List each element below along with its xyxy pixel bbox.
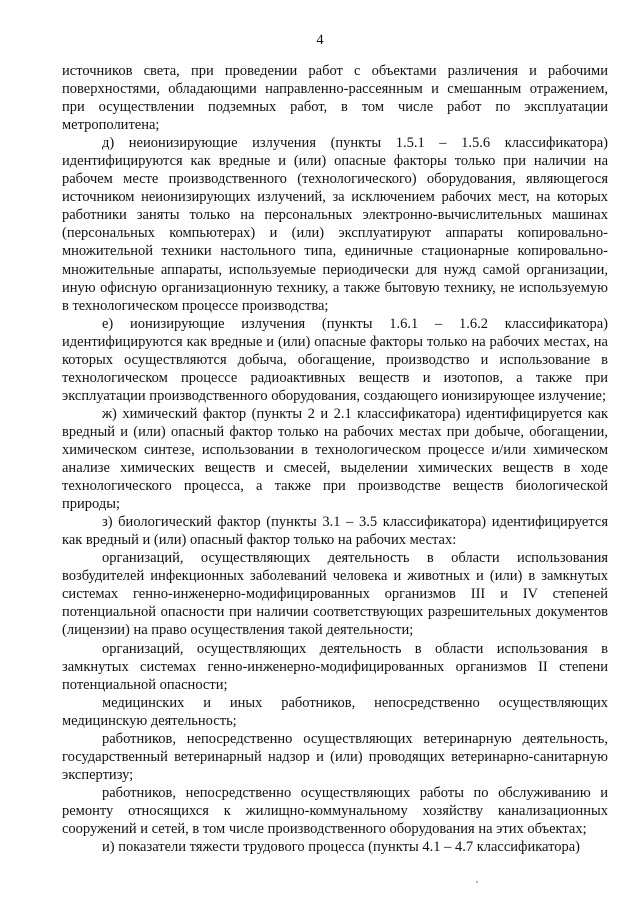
paragraph-light-sources: источников света, при проведении работ с объектами различения и рабочими поверхностями, обладающими направленно-рассеянным и смешанным отражением, при осуществлении подземных работ, в том числе работ по эксплуатации метрополитена; (62, 63, 608, 134)
paragraph-z-biological-factor: з) биологический фактор (пункты 3.1 – 3.5 классификатора) идентифицируется как вредный и (или) опасный фактор только на рабочих местах: (62, 514, 608, 549)
scan-speck (476, 881, 478, 883)
document-body (62, 62, 608, 856)
paragraph-organizations-gmo: организаций, осуществляющих деятельность в области использования в замкнутых системах генно-инженерно-модифицированных организмов II степени потенциальной опасности; (62, 640, 608, 693)
paragraph-organizations-pathogens: организаций, осуществляющих деятельность в области использования возбудителей инфекционных заболеваний человека и животных и (или) в замкнутых системах генно-инженерно-модифицированных организмов III и IV степеней потенциальной опасности при наличии соответствующих разрешительных документов (лицензии) на право осуществления такой деятельности; (62, 550, 608, 639)
paragraph-zh-chemical-factor: ж) химический фактор (пункты 2 и 2.1 классификатора) идентифицируется как вредный и (или) опасный фактор только на рабочих местах при добыче, обогащении, химическом синтезе, использовании в технологическом процессе и/или химическом анализе химических веществ и смесей, выделении химических веществ в ходе технологического процесса, а также при производстве веществ биологической природы; (62, 405, 608, 513)
paragraph-i-labor-severity: и) показатели тяжести трудового процесса (пункты 4.1 – 4.7 классификатора) (102, 839, 581, 856)
paragraph-d-non-ionizing-radiation: д) неионизирующие излучения (пункты 1.5.1 – 1.5.6 классификатора) идентифицируются как вредные и (или) опасные факторы только при наличии на рабочем месте производственного (технологического) оборудования, являющегося источником неионизирующих излучений, за исключением рабочих мест, на которых работники заняты только на персональных электронно-вычислительных машинах (персональных компьютерах) и (или) эксплуатируют аппараты копировально-множительной техники настольного типа, единичные стационарные копировально-множительные аппараты, используемые периодически для нужд самой организации, иную офисную организационную технику, а также бытовую технику, не используемую в технологическом процессе производства; (62, 135, 608, 314)
paragraph-sewerage-workers: работников, непосредственно осуществляющих работы по обслуживанию и ремонту относящихся к жилищно-коммунальному хозяйству канализационных сооружений и сетей, в том числе производственного оборудования на этих объектах; (62, 784, 608, 837)
paragraph-medical-workers: медицинских и иных работников, непосредственно осуществляющих медицинскую деятельность; (62, 694, 608, 729)
paragraph-veterinary-workers: работников, непосредственно осуществляющих ветеринарную деятельность, государственный ветеринарный надзор и (или) проводящих ветеринарно-санитарную экспертизу; (62, 730, 608, 783)
paragraph-e-ionizing-radiation: е) ионизирующие излучения (пункты 1.6.1 – 1.6.2 классификатора) идентифицируются как вредные и (или) опасные факторы только на рабочих местах, на которых осуществляются добыча, обогащение, производство и использование в технологическом процессе радиоактивных веществ и изотопов, а также при эксплуатации производственного оборудования, создающего ионизирующее излучение; (62, 315, 608, 404)
page-number: 4 (316, 32, 324, 48)
